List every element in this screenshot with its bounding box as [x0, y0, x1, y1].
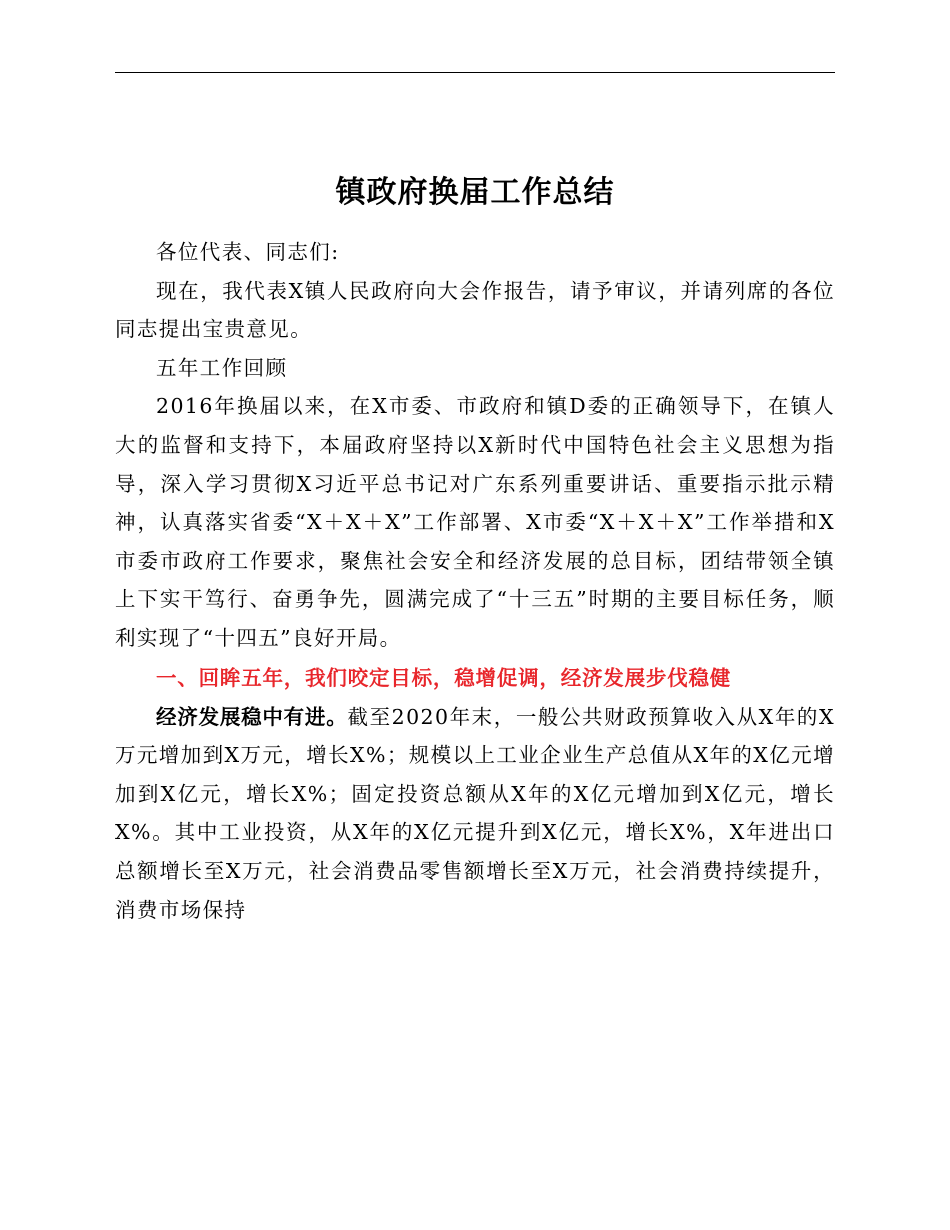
section-heading-1: 一、回眸五年，我们咬定目标，稳增促调，经济发展步伐稳健 — [156, 665, 732, 690]
header-rule — [115, 72, 835, 73]
economy-lead: 经济发展稳中有进。 — [156, 704, 348, 729]
intro-paragraph: 现在，我代表X镇人民政府向大会作报告，请予审议，并请列席的各位同志提出宝贵意见。 — [115, 278, 835, 342]
economy-text: 截至2020年末，一般公共财政预算收入从X年的X万元增加到X万元，增长X%；规模以上工业企业生产总值从X年的X亿元增加到X亿元，增长X%；固定投资总额从X年的X亿元增加到X亿元，增长X%。其中工业投资，从X年的X亿元提升到X亿元，增长X%，X年进出口总额增长至X万元，社会消费品零售额增长至X万元，社会消费持续提升，消费市场保持 — [115, 704, 835, 922]
document-title: 镇政府换届工作总结 — [335, 175, 615, 210]
overview-paragraph: 2016年换届以来，在X市委、市政府和镇D委的正确领导下，在镇人大的监督和支持下，本届政府坚持以X新时代中国特色社会主义思想为指导，深入学习贯彻X习近平总书记对广东系列重要讲话、重要指示批示精神，认真落实省委“X＋X＋X”工作部署、X市委“X＋X＋X”工作举措和X市委市政府工作要求，聚焦社会安全和经济发展的总目标，团结带领全镇上下实干笃行、奋勇争先，圆满完成了“十三五”时期的主要目标任务，顺利实现了“十四五”良好开局。 — [115, 394, 835, 650]
document-body — [115, 233, 835, 929]
salutation: 各位代表、同志们: — [156, 240, 340, 264]
economy-paragraph — [115, 698, 835, 930]
section-label: 五年工作回顾 — [156, 355, 288, 380]
